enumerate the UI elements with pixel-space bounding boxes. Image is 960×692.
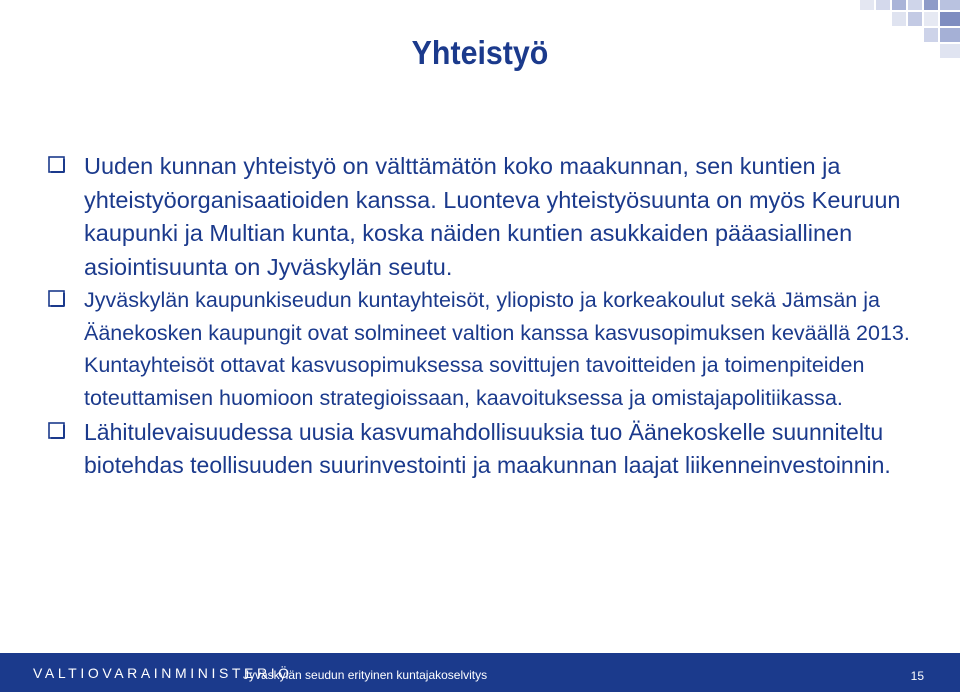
bullet-list <box>48 150 928 481</box>
slide-title: Yhteistyö <box>411 34 549 71</box>
footer-bar <box>0 653 960 692</box>
bullet-item <box>48 416 928 481</box>
page-number: 15 <box>910 669 924 683</box>
checkbox-square-icon <box>48 290 65 307</box>
bullet-item <box>48 150 928 284</box>
footer-organization: VALTIOVARAINMINISTERIÖ <box>33 665 293 681</box>
footer-subtitle: Jyväskylän seudun erityinen kuntajakoselvitys <box>243 668 488 682</box>
bullet-text: Jyväskylän kaupunkiseudun kuntayhteisöt, yliopisto ja korkeakoulut sekä Jämsän ja Äänekosken kaupungit ovat solmineet valtion kanssa kasvusopimuksen keväällä 2013. Kuntayhteisöt ottavat kasvusopimuksessa sovittujen tavoitteiden ja toimenpiteiden toteuttamisen huomioon strategioissaan, kaavoituksessa ja omistajapolitiikassa. <box>84 288 910 410</box>
bullet-item <box>48 284 928 414</box>
checkbox-square-icon <box>48 422 65 439</box>
bullet-text: Uuden kunnan yhteistyö on välttämätön koko maakunnan, sen kuntien ja yhteistyöorganisaatioiden kanssa. Luonteva yhteistyösuunta on myös Keuruun kaupunki ja Multian kunta, koska näiden kuntien asukkaiden pääasiallinen asiointisuunta on Jyväskylän seutu. <box>84 153 901 280</box>
checkbox-square-icon <box>48 156 65 173</box>
bullet-text: Lähitulevaisuudessa uusia kasvumahdollisuuksia tuo Äänekoskelle suunniteltu biotehdas teollisuuden suurinvestointi ja maakunnan laajat liikenneinvestoinnin. <box>84 419 891 478</box>
